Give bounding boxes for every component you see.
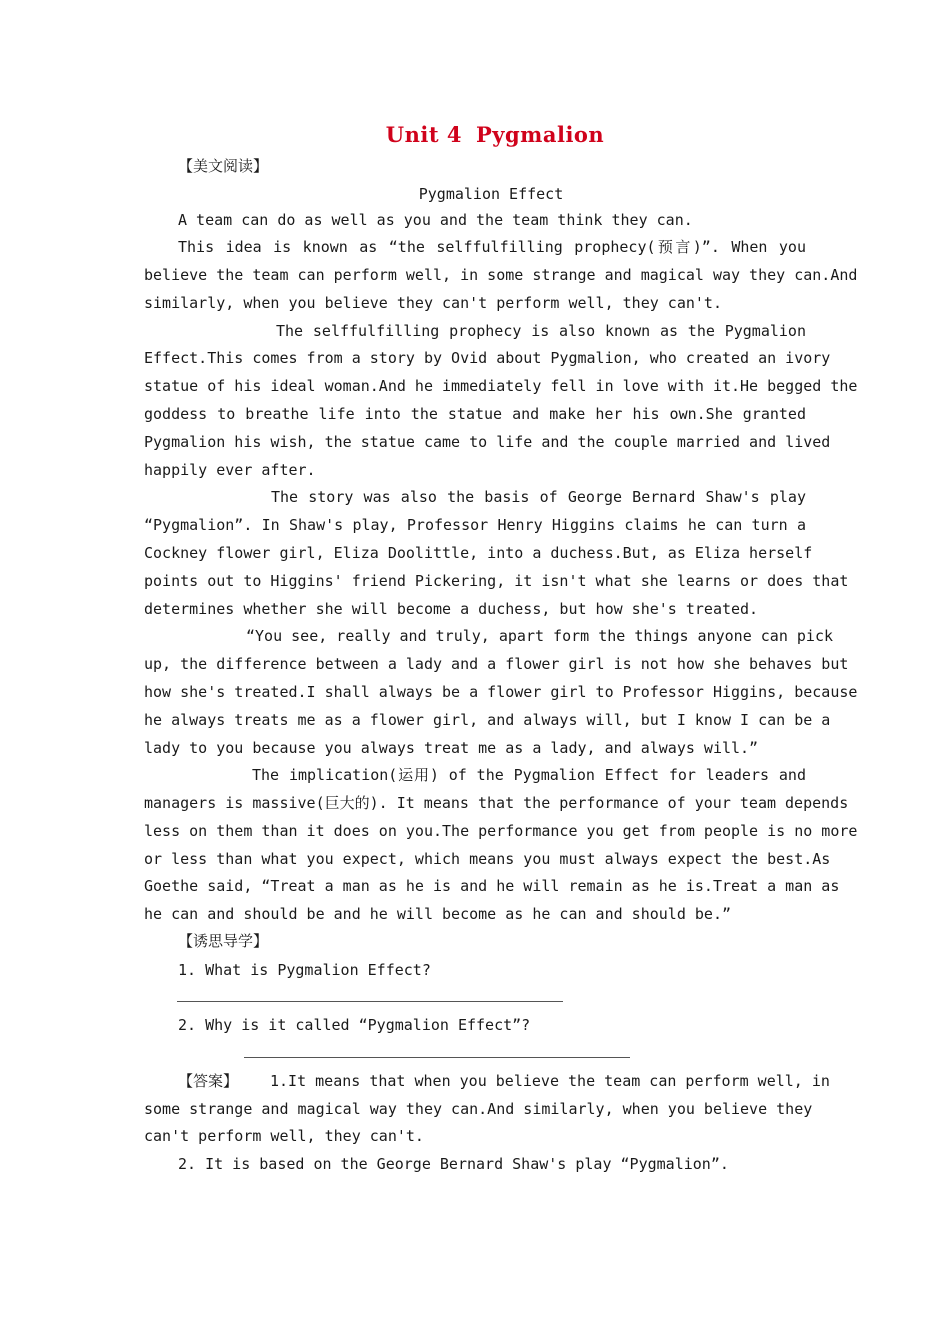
text-line: he always treats me as a flower girl, and always will, but I know I can be a (144, 711, 831, 729)
text-line: similarly, when you believe they can't perform well, they can't. (144, 294, 722, 312)
text-line: lady to you because you always treat me as a lady, and always will.” (144, 739, 759, 757)
answer-line: 1.It means that when you believe the team can perform well, in (270, 1072, 830, 1090)
text-line: “Pygmalion”. In Shaw's play, Professor Henry Higgins claims he can turn a (144, 516, 806, 534)
text-line: “You see, really and truly, apart form the things anyone can pick (246, 627, 833, 645)
section-heading-reading: 【美文阅读】 (178, 157, 269, 175)
text-line: This idea is known as “the selffulfilling prophecy(预言)”. When you (178, 238, 806, 256)
text-line: goddess to breathe life into the statue and make her his own.She granted (144, 405, 806, 423)
text-line: The story was also the basis of George Bernard Shaw's play (271, 488, 806, 506)
unit-title (0, 122, 950, 147)
text-line: The implication(运用) of the Pygmalion Effect for leaders and (252, 766, 806, 784)
unit-name: Pygmalion (475, 122, 605, 147)
text-line: less on them than it does on you.The performance you get from people is no more (144, 822, 858, 840)
answer-line: can't perform well, they can't. (144, 1127, 424, 1145)
unit-number: Unit 4 (385, 122, 462, 147)
article-title: Pygmalion Effect (418, 185, 564, 203)
text-line: managers is massive(巨大的). It means that the performance of your team depends (144, 794, 849, 812)
text-line: Cockney flower girl, Eliza Doolittle, into a duchess.But, as Eliza herself (144, 544, 813, 562)
text-line: believe the team can perform well, in some strange and magical way they can.And (144, 266, 858, 284)
text-line: The selffulfilling prophecy is also known as the Pygmalion (276, 322, 806, 340)
question-2: 2. Why is it called “Pygmalion Effect”? (178, 1016, 531, 1034)
text-line: Goethe said, “Treat a man as he is and he will remain as he is.Treat a man as (144, 877, 840, 895)
answer-blank-2 (244, 1057, 630, 1058)
text-line: or less than what you expect, which means you must always expect the best.As (144, 850, 831, 868)
text-line: happily ever after. (144, 461, 316, 479)
answer-line: some strange and magical way they can.And similarly, when you believe they (144, 1100, 813, 1118)
section-heading-guide: 【诱思导学】 (178, 932, 269, 950)
text-line: how she's treated.I shall always be a flower girl to Professor Higgins, because (144, 683, 858, 701)
text-line: A team can do as well as you and the team think they can. (178, 211, 693, 229)
text-line: Pygmalion his wish, the statue came to life and the couple married and lived (144, 433, 831, 451)
section-heading-answer: 【答案】 (178, 1072, 239, 1090)
answer-line: 2. It is based on the George Bernard Shaw's play “Pygmalion”. (178, 1155, 729, 1173)
text-line: Effect.This comes from a story by Ovid about Pygmalion, who created an ivory (144, 349, 831, 367)
answer-blank-1 (177, 1001, 563, 1002)
text-line: determines whether she will become a duchess, but how she's treated. (144, 600, 759, 618)
text-line: he can and should be and he will become as he can and should be.” (144, 905, 731, 923)
text-line: up, the difference between a lady and a flower girl is not how she behaves but (144, 655, 849, 673)
question-1: 1. What is Pygmalion Effect? (178, 961, 431, 979)
text-line: statue of his ideal woman.And he immediately fell in love with it.He begged the (144, 377, 858, 395)
text-line: points out to Higgins' friend Pickering, it isn't what she learns or does that (144, 572, 849, 590)
